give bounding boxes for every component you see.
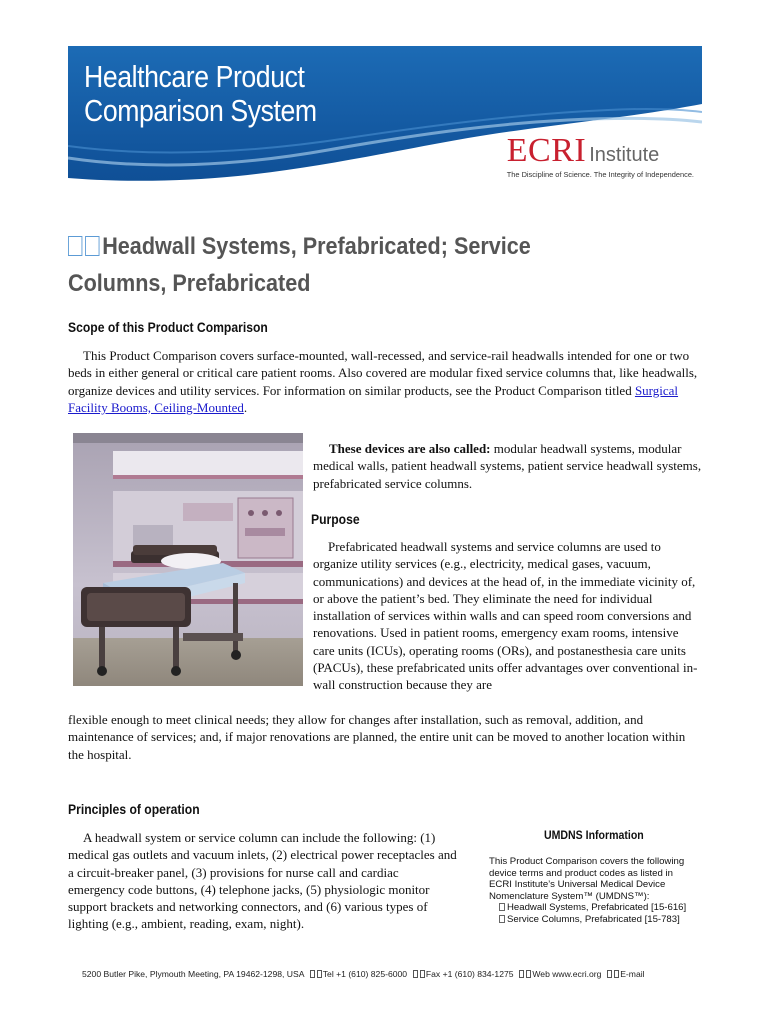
banner-title-line1: Healthcare Product	[84, 59, 305, 94]
missing-glyph-icon	[310, 970, 315, 978]
also-called-text: modular headwall systems, modular medical walls, patient headwall systems, patient service headwall systems, prefabricated service columns.	[313, 441, 702, 491]
headwall-bed-photo	[73, 433, 303, 686]
umdns-intro: This Product Comparison covers the following device terms and product codes as listed in ECRI Institute’s Universal Medical Device Nomenclature System™ (UMDNS™):	[489, 856, 685, 902]
document-title	[68, 228, 626, 302]
umdns-heading: UMDNS Information	[544, 828, 644, 842]
umdns-item: Headwall Systems, Prefabricated [15-616]	[499, 902, 694, 914]
also-called-label: These devices are also called:	[329, 441, 491, 456]
logo-tagline: The Discipline of Science. The Integrity of Independence.	[506, 170, 694, 179]
surgical-booms-link[interactable]: Surgical Facility Booms, Ceiling-Mounted	[68, 382, 679, 415]
missing-glyph-icon	[85, 236, 99, 256]
footer-web[interactable]: Web www.ecri.org	[532, 969, 602, 979]
principles-heading: Principles of operation	[68, 802, 200, 817]
missing-glyph-icon	[499, 915, 505, 923]
missing-glyph-icon	[607, 970, 612, 978]
banner-title	[84, 60, 317, 128]
purpose-heading: Purpose	[311, 512, 360, 527]
scope-heading: Scope of this Product Comparison	[68, 320, 268, 335]
purpose-paragraph-part2: flexible enough to meet clinical needs; they allow for changes after installation, such as removal, addition, and maintenance of services; and, if major renovations are planned, the entire unit can be moved to another location within the hospital.	[68, 712, 686, 762]
umdns-box	[489, 856, 694, 936]
principles-paragraph: A headwall system or service column can include the following: (1) medical gas outlets and vacuum inlets, (2) electrical power receptacles and a circuit-breaker panel, (3) provisions for nurse call and cardiac emergency code buttons, (4) telephone jacks, (5) physiologic monitor support brackets and networking connectors, and (6) various types of lighting (e.g., ambient, reading, exam, night).	[68, 830, 457, 932]
scope-text: This Product Comparison covers surface-mounted, wall-recessed, and service-rail headwalls intended for one or two beds in either general or critical care patient rooms. Also covered are modular fixed service columns that, like headwalls, organize devices and utility services. For information on similar products, see the Product Comparison titled	[68, 348, 698, 398]
missing-glyph-icon	[317, 970, 322, 978]
header-banner	[68, 46, 702, 186]
missing-glyph-icon	[614, 970, 619, 978]
logo-ecri-text: ECRI	[506, 132, 587, 169]
umdns-item: Service Columns, Prefabricated [15-783]	[499, 914, 694, 926]
scope-text-end: .	[243, 399, 248, 415]
scope-paragraph	[68, 347, 700, 416]
page-footer	[82, 969, 645, 979]
also-called-paragraph	[313, 440, 703, 492]
missing-glyph-icon	[413, 970, 418, 978]
logo-institute-text: Institute	[589, 144, 660, 166]
missing-glyph-icon	[420, 970, 425, 978]
banner-title-line2: Comparison System	[84, 93, 317, 128]
footer-email[interactable]: E-mail	[620, 969, 645, 979]
ecri-logo	[507, 134, 694, 179]
footer-address: 5200 Butler Pike, Plymouth Meeting, PA 19462-1298, USA	[82, 969, 304, 979]
missing-glyph-icon	[519, 970, 524, 978]
purpose-paragraph-part1: Prefabricated headwall systems and service columns are used to organize utility services (e.g., electricity, medical gases, vacuum, communications) and devices at the head of, in the immediate vicinity of, or above the patient’s bed. They eliminate the need for individual installation of services within walls and can speed room conversions and renovations. Used in patient rooms, emergency exam rooms, intensive care units (ICUs), operating rooms (ORs), and postanesthesia care units (PACUs), these prefabricated units offer advantages over conventional in-wall construction because they are	[313, 539, 698, 693]
footer-tel: Tel +1 (610) 825-6000	[322, 969, 408, 979]
missing-glyph-icon	[499, 903, 505, 911]
missing-glyph-icon	[68, 236, 82, 256]
footer-fax: Fax +1 (610) 834-1275	[425, 969, 514, 979]
document-title-text: Headwall Systems, Prefabricated; Service Columns, Prefabricated	[68, 233, 531, 297]
missing-glyph-icon	[526, 970, 531, 978]
